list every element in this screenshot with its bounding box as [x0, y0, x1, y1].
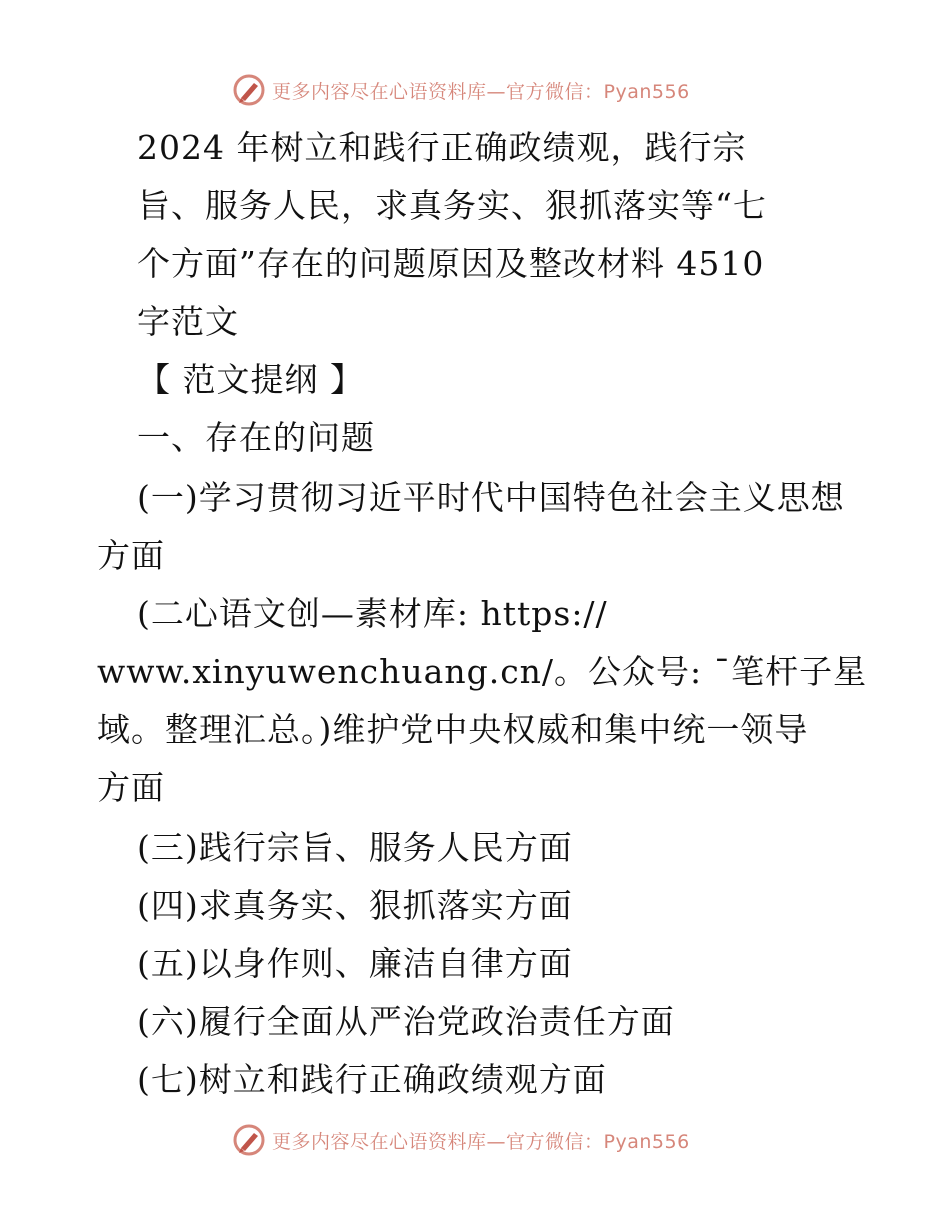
outline-item-7: (七)树立和践行正确政绩观方面: [137, 1060, 607, 1099]
outline-item-5: (五)以身作则、廉洁自律方面: [137, 944, 573, 983]
document-title-line-2: 旨、服务人民，求真务实、狠抓落实等“七: [137, 186, 767, 225]
watermark-text: 更多内容尽在心语资料库—官方微信：Pyan556: [272, 80, 690, 103]
outline-item-3: (三)践行宗旨、服务人民方面: [137, 828, 573, 867]
outline-item-4: (四)求真务实、狠抓落实方面: [137, 886, 573, 925]
watermark-text: 更多内容尽在心语资料库—官方微信：Pyan556: [272, 1130, 690, 1153]
document-title-line-3: 个方面”存在的问题原因及整改材料 4510: [137, 244, 765, 283]
pen-logo-icon: [232, 1123, 266, 1157]
outline-item-2-continued: 域。整理汇总。)维护党中央权威和集中统一领导: [97, 710, 809, 749]
section-heading-problems: 一、存在的问题: [137, 418, 375, 457]
pen-logo-icon: [232, 73, 266, 107]
outline-item-2: (二心语文创—素材库: https://: [137, 594, 608, 633]
outline-item-6: (六)履行全面从严治党政治责任方面: [137, 1002, 675, 1041]
document-title-line-1: 2024 年树立和践行正确政绩观，践行宗: [137, 128, 747, 167]
header-watermark-banner: [232, 70, 732, 110]
footer-watermark-banner: [232, 1120, 732, 1160]
outline-item-1-continued: 方面: [97, 536, 165, 575]
outline-item-2-end: 方面: [97, 768, 165, 807]
outline-heading: 【 范文提纲 】: [137, 360, 364, 399]
outline-item-2-url-line: www.xinyuwenchuang.cn/。公众号: ¯笔杆子星: [97, 652, 868, 691]
outline-item-1: (一)学习贯彻习近平时代中国特色社会主义思想: [137, 478, 845, 517]
document-title-line-4: 字范文: [137, 302, 239, 341]
